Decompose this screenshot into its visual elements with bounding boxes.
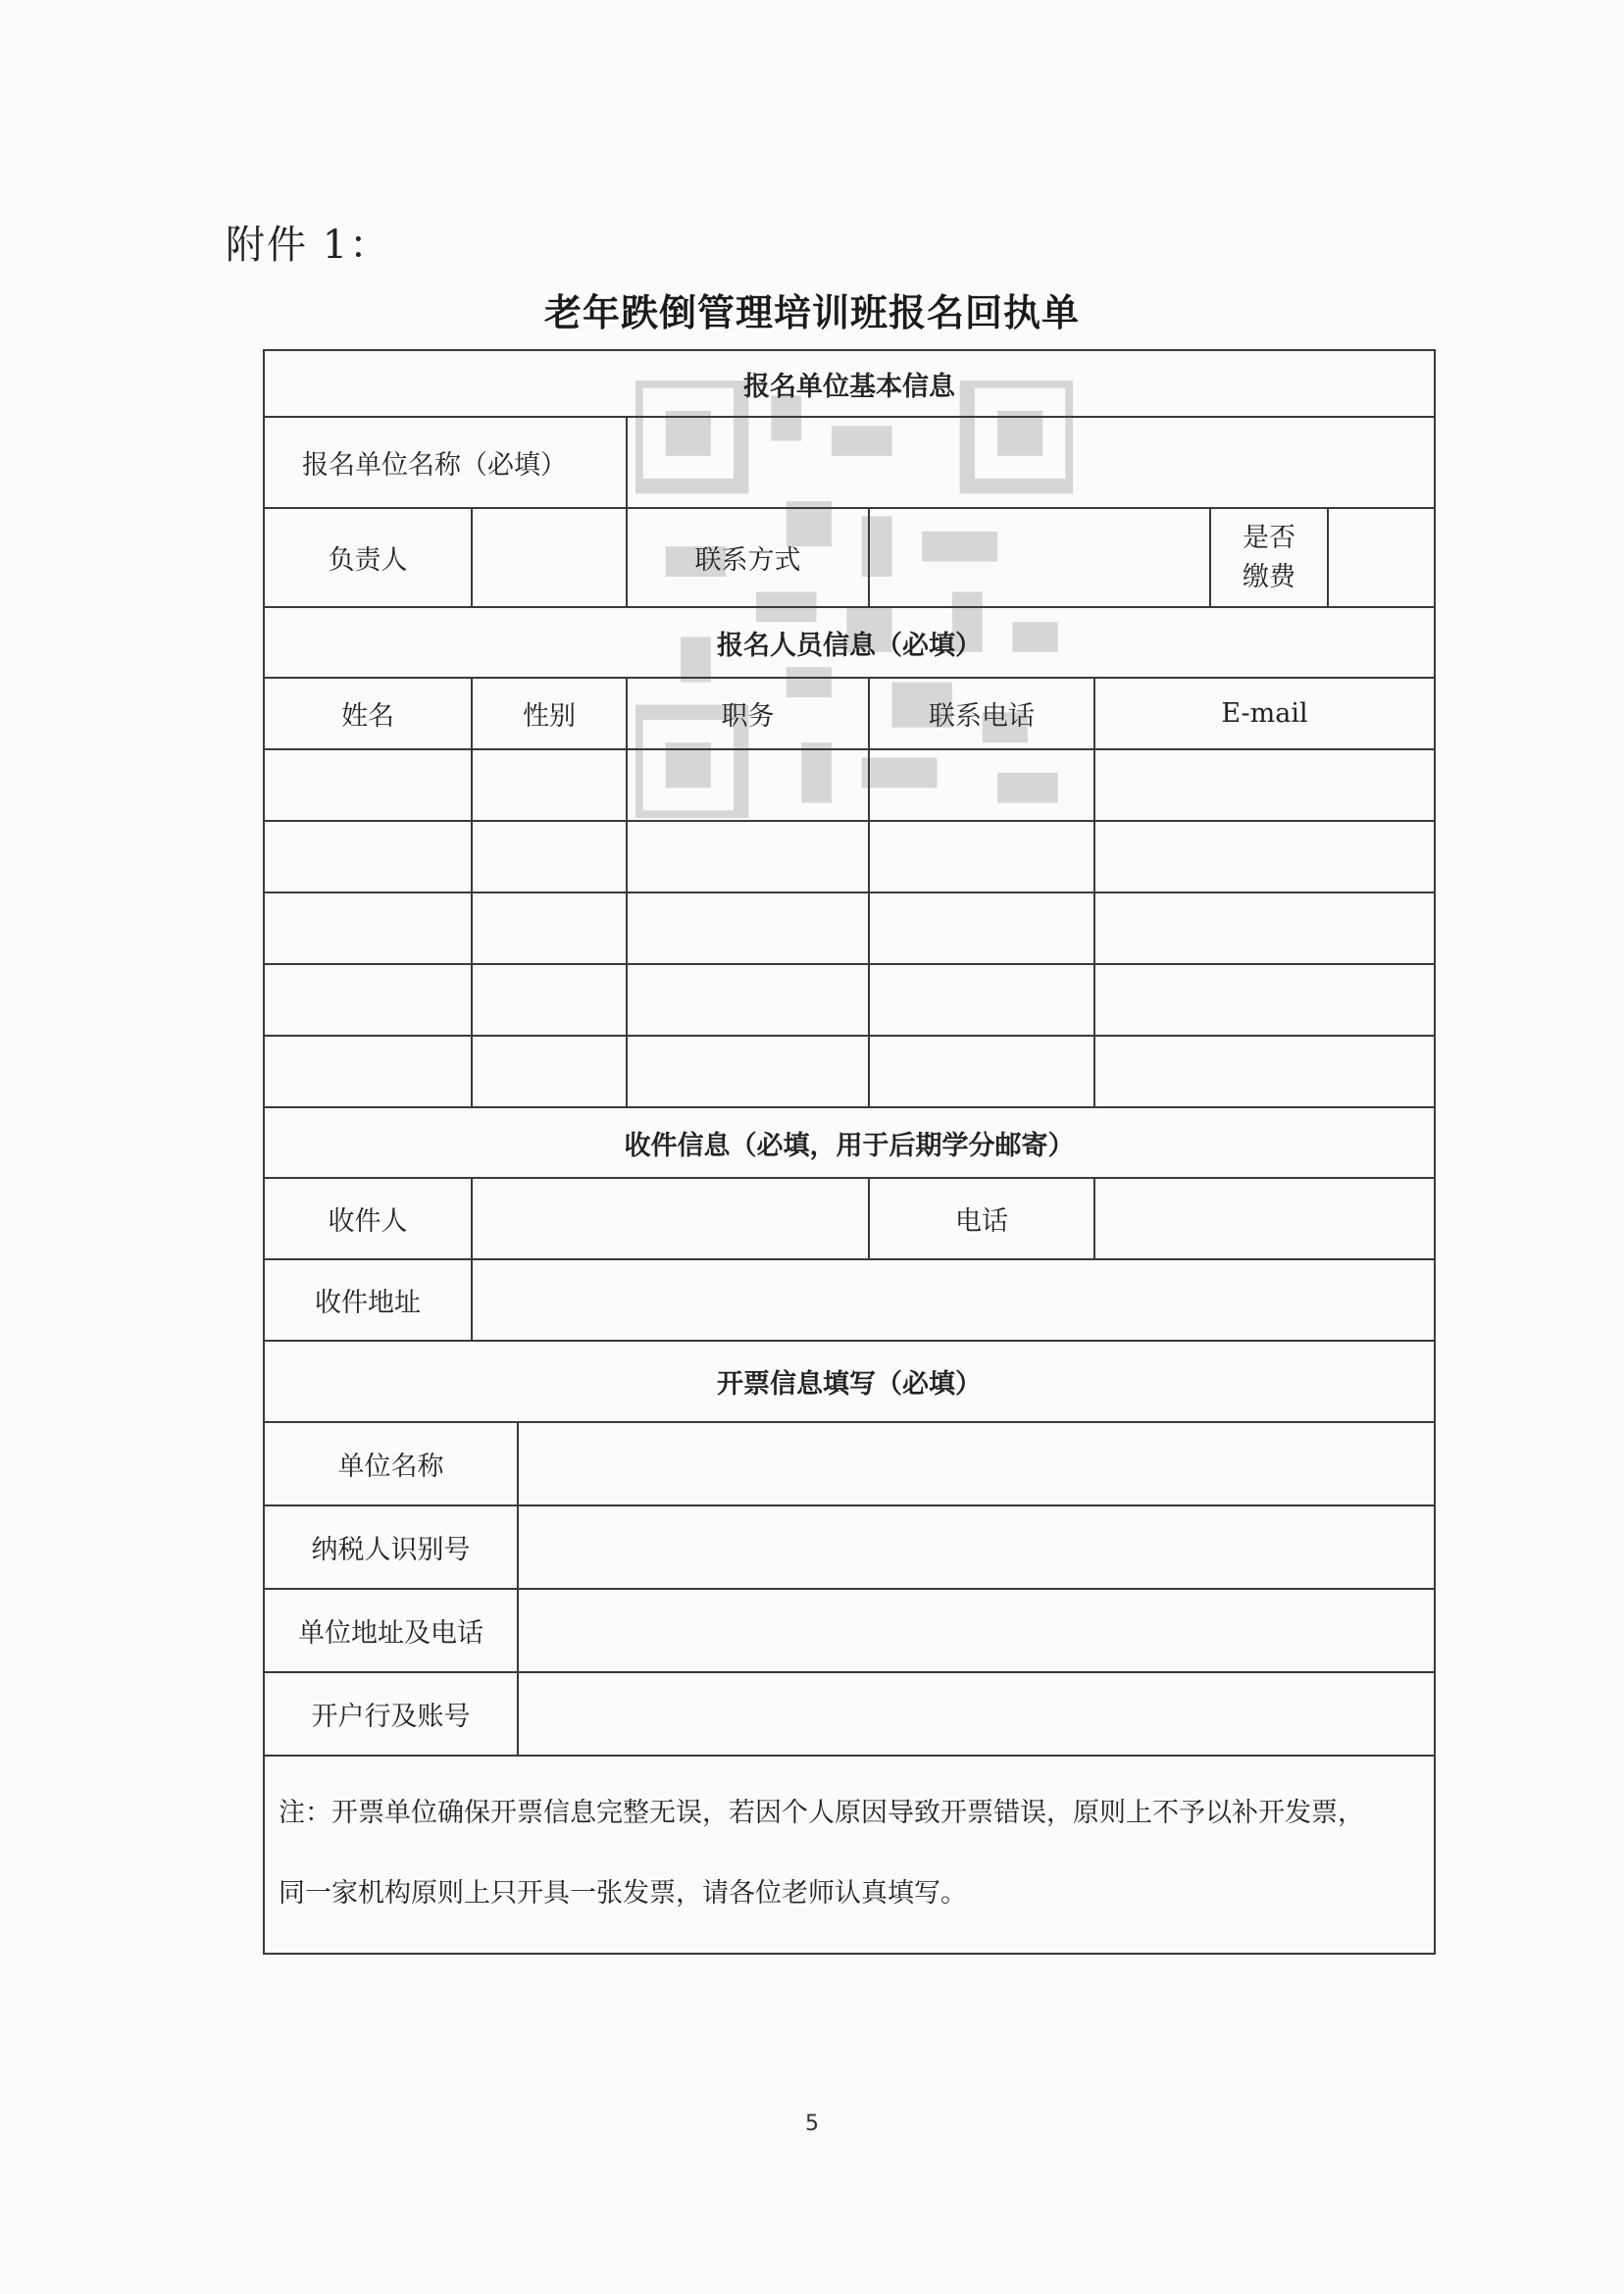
mailing-address-label: 收件地址 — [264, 1259, 472, 1341]
attendee-position-field[interactable] — [627, 1036, 869, 1107]
column-header-gender: 性别 — [472, 678, 627, 749]
attendee-phone-field[interactable] — [869, 964, 1094, 1036]
attendee-row — [264, 821, 1435, 892]
attachment-label: 附件 1： — [226, 223, 391, 268]
unit-name-field[interactable] — [627, 417, 1435, 508]
recipient-phone-field[interactable] — [1094, 1178, 1435, 1259]
registration-form-table — [263, 349, 1436, 1955]
attendee-row — [264, 749, 1435, 821]
attendee-position-field[interactable] — [627, 749, 869, 821]
invoice-unit-name-field[interactable] — [519, 1423, 1434, 1504]
column-header-email: E-mail — [1094, 678, 1435, 749]
invoice-fields-container — [264, 1422, 1435, 1505]
payment-status-field[interactable] — [1329, 509, 1434, 606]
attendee-phone-field[interactable] — [869, 821, 1094, 892]
column-header-phone: 联系电话 — [869, 678, 1094, 749]
invoice-fields-container — [264, 1589, 1435, 1672]
contact-method-label: 联系方式 — [627, 508, 869, 607]
contact-method-field[interactable] — [869, 508, 1210, 607]
attendee-name-field[interactable] — [264, 1036, 472, 1107]
attendee-email-field[interactable] — [1094, 749, 1435, 821]
recipient-field[interactable] — [472, 1178, 869, 1259]
column-header-name: 姓名 — [264, 678, 472, 749]
invoice-taxpayer-id-field[interactable] — [519, 1506, 1434, 1588]
page-number: 5 — [805, 2112, 819, 2136]
payment-status-label-line1: 是否 — [1243, 522, 1295, 553]
form-title: 老年跌倒管理培训班报名回执单 — [543, 291, 1080, 334]
attendee-name-field[interactable] — [264, 749, 472, 821]
attendee-position-field[interactable] — [627, 964, 869, 1036]
invoice-note-line2: 同一家机构原则上只开具一张发票，请各位老师认真填写。 — [279, 1878, 967, 1909]
invoice-note — [264, 1756, 1435, 1954]
attendee-phone-field[interactable] — [869, 1036, 1094, 1107]
attendee-gender-field[interactable] — [472, 1036, 627, 1107]
attendee-position-field[interactable] — [627, 892, 869, 964]
invoice-note-line1: 注：开票单位确保开票信息完整无误，若因个人原因导致开票错误，原则上不予以补开发票， — [279, 1798, 1364, 1828]
attendee-row — [264, 1036, 1435, 1107]
unit-name-label: 报名单位名称（必填） — [264, 417, 627, 508]
attendees-section-header: 报名人员信息（必填） — [264, 607, 1435, 678]
recipient-label: 收件人 — [264, 1178, 472, 1259]
attendee-email-field[interactable] — [1094, 821, 1435, 892]
mailing-section-header: 收件信息（必填，用于后期学分邮寄） — [264, 1107, 1435, 1178]
responsible-person-label: 负责人 — [264, 508, 472, 607]
invoice-bank-account-label: 开户行及账号 — [265, 1673, 519, 1755]
attendee-row — [264, 892, 1435, 964]
attendee-email-field[interactable] — [1094, 964, 1435, 1036]
invoice-address-phone-label: 单位地址及电话 — [265, 1590, 519, 1671]
attendee-gender-field[interactable] — [472, 892, 627, 964]
attendee-name-field[interactable] — [264, 964, 472, 1036]
attendee-gender-field[interactable] — [472, 821, 627, 892]
invoice-unit-name-label: 单位名称 — [265, 1423, 519, 1504]
invoice-fields-container — [264, 1672, 1435, 1756]
payment-status-cell — [1210, 508, 1435, 607]
attendee-phone-field[interactable] — [869, 749, 1094, 821]
unit-section-header: 报名单位基本信息 — [264, 350, 1435, 417]
attendee-name-field[interactable] — [264, 821, 472, 892]
responsible-person-field[interactable] — [472, 508, 627, 607]
attendee-position-field[interactable] — [627, 821, 869, 892]
invoice-taxpayer-id-label: 纳税人识别号 — [265, 1506, 519, 1588]
attendee-gender-field[interactable] — [472, 749, 627, 821]
recipient-phone-label: 电话 — [869, 1178, 1094, 1259]
invoice-bank-account-field[interactable] — [519, 1673, 1434, 1755]
invoice-fields-container — [264, 1505, 1435, 1589]
attendee-row — [264, 964, 1435, 1036]
attendee-phone-field[interactable] — [869, 892, 1094, 964]
column-header-position: 职务 — [627, 678, 869, 749]
payment-status-label-line2: 缴费 — [1243, 561, 1295, 592]
invoice-section-header: 开票信息填写（必填） — [264, 1341, 1435, 1422]
invoice-address-phone-field[interactable] — [519, 1590, 1434, 1671]
attendee-gender-field[interactable] — [472, 964, 627, 1036]
attendee-name-field[interactable] — [264, 892, 472, 964]
mailing-address-field[interactable] — [472, 1259, 1435, 1341]
payment-status-label — [1211, 509, 1329, 606]
attendee-email-field[interactable] — [1094, 1036, 1435, 1107]
attendee-email-field[interactable] — [1094, 892, 1435, 964]
